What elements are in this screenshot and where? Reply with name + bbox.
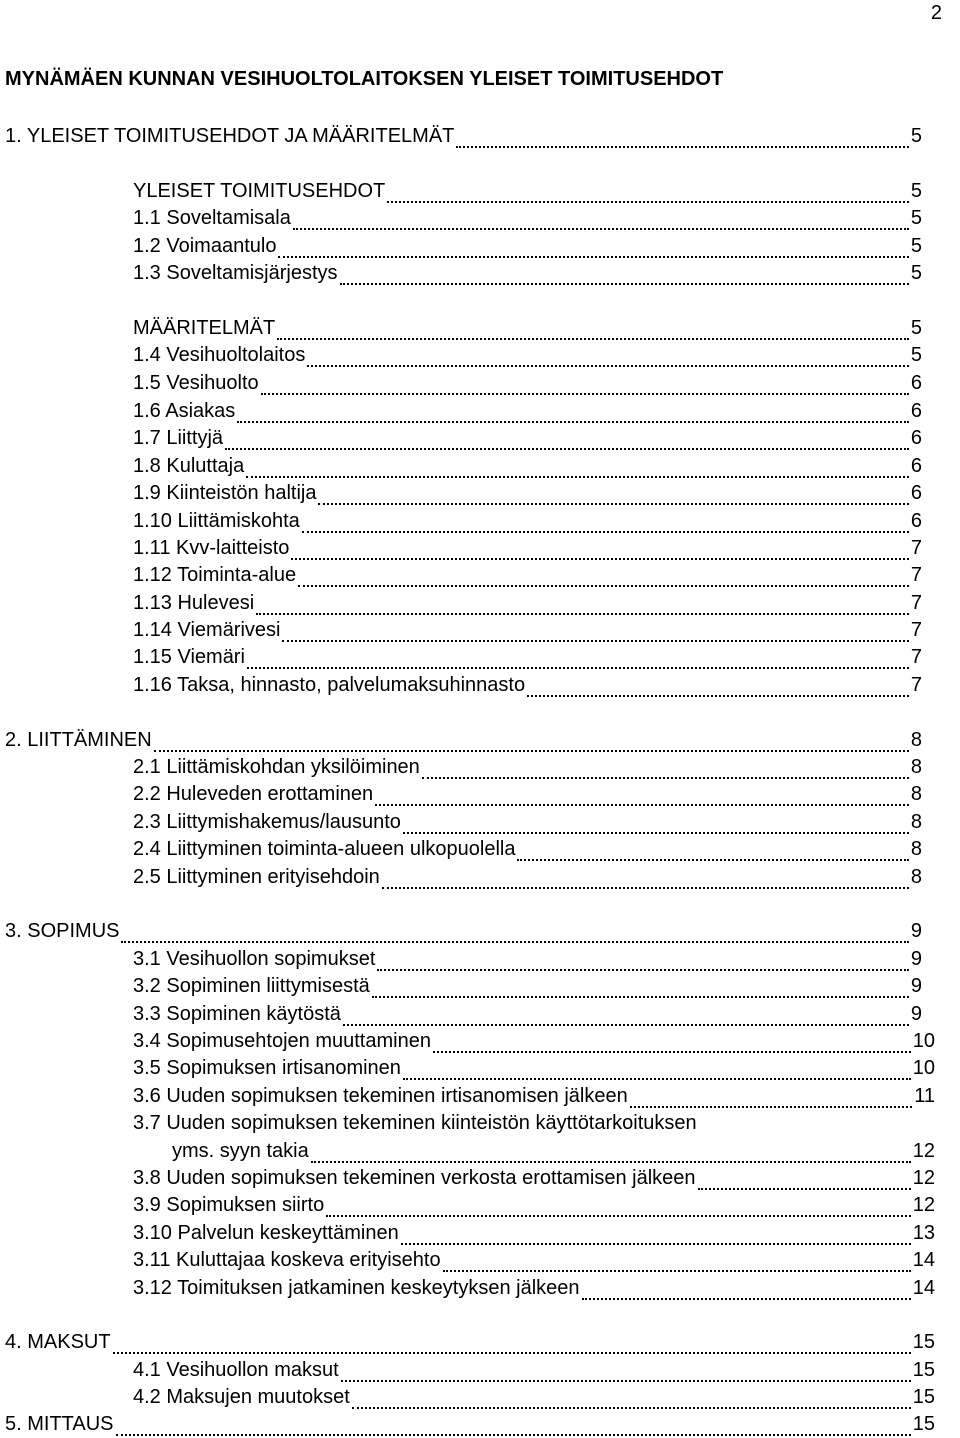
toc-entry	[133, 314, 922, 342]
toc-page-number: 8	[910, 811, 922, 833]
toc-entry-title: 3.8 Uuden sopimuksen tekeminen verkosta erottamisen jälkeen	[133, 1167, 696, 1189]
toc-entry	[133, 479, 922, 507]
toc-page-number: 9	[910, 975, 922, 997]
toc-entry-title: 3.7 Uuden sopimuksen tekeminen kiinteistön käyttötarkoituksen	[133, 1112, 697, 1134]
dot-leader	[630, 1106, 913, 1108]
toc-page-number: 15	[912, 1359, 935, 1381]
toc-entry	[133, 1027, 935, 1055]
toc-entry-title: 1.5 Vesihuolto	[133, 372, 259, 394]
toc-entry-title: 2.3 Liittymishakemus/lausunto	[133, 811, 401, 833]
toc-page-number: 5	[910, 317, 922, 339]
toc-page-number: 7	[910, 564, 922, 586]
dot-leader	[256, 613, 909, 615]
toc-entry	[133, 177, 922, 205]
dot-leader	[352, 1407, 911, 1409]
toc-page-number: 6	[910, 455, 922, 477]
toc-page-number: 6	[910, 510, 922, 532]
toc-entry	[133, 424, 922, 452]
toc-page-number: 15	[912, 1413, 935, 1435]
dot-leader	[527, 695, 909, 697]
toc-entry	[133, 1109, 697, 1137]
toc-entry	[133, 341, 922, 369]
toc-entry-title: 4.2 Maksujen muutokset	[133, 1386, 350, 1408]
dot-leader	[154, 750, 909, 752]
toc-entry-title: 2.1 Liittämiskohdan yksilöiminen	[133, 756, 420, 778]
toc-entry-title: 3.11 Kuluttajaa koskeva erityisehto	[133, 1249, 441, 1271]
toc-entry-title: 1.14 Viemärivesi	[133, 619, 281, 641]
dot-leader	[326, 1215, 911, 1217]
toc-entry-title: 1.10 Liittämiskohta	[133, 510, 300, 532]
toc-page-number: 8	[910, 866, 922, 888]
toc-entry-title: 3.9 Sopimuksen siirto	[133, 1194, 325, 1216]
dot-leader	[282, 640, 908, 642]
toc-entry	[133, 507, 922, 535]
toc-entry-title: YLEISET TOIMITUSEHDOT	[133, 180, 386, 202]
dot-leader	[113, 1352, 911, 1354]
toc-page-number: 7	[910, 646, 922, 668]
toc-page-number: 6	[910, 400, 922, 422]
dot-leader	[382, 887, 909, 889]
toc-entry	[133, 452, 922, 480]
toc-entry-title: 3.6 Uuden sopimuksen tekeminen irtisanomisen jälkeen	[133, 1085, 628, 1107]
dot-leader	[246, 476, 909, 478]
toc-entry	[133, 835, 922, 863]
dot-leader	[247, 667, 909, 669]
dot-leader	[291, 558, 909, 560]
toc-entry	[133, 232, 922, 260]
toc-entry-title: MÄÄRITELMÄT	[133, 317, 276, 339]
toc-entry	[133, 808, 922, 836]
toc-entry	[133, 589, 922, 617]
toc-entry-title: 3.10 Palvelun keskeyttäminen	[133, 1222, 399, 1244]
toc-entry	[133, 1082, 935, 1110]
toc-entry-title: 1.4 Vesihuoltolaitos	[133, 344, 306, 366]
dot-leader	[401, 1243, 911, 1245]
toc-entry	[172, 1137, 935, 1165]
toc-entry-title: 1.2 Voimaantulo	[133, 235, 277, 257]
toc-entry	[133, 259, 922, 287]
toc-entry-title: 3.3 Sopiminen käytöstä	[133, 1003, 341, 1025]
dot-leader	[293, 228, 909, 230]
dot-leader	[341, 1380, 911, 1382]
toc-page-number: 9	[910, 948, 922, 970]
toc-page-number: 8	[910, 756, 922, 778]
toc-page-number: 9	[910, 1003, 922, 1025]
dot-leader	[237, 421, 909, 423]
toc-entry	[133, 671, 922, 699]
page-number: 2	[930, 2, 942, 24]
toc-entry	[133, 1219, 935, 1247]
toc-entry-title: 1.8 Kuluttaja	[133, 455, 245, 477]
toc-entry-title: 1.13 Hulevesi	[133, 592, 255, 614]
toc-page-number: 8	[910, 783, 922, 805]
toc-page-number: 5	[910, 235, 922, 257]
toc-entry-title: 3.12 Toimituksen jatkaminen keskeytyksen jälkeen	[133, 1277, 580, 1299]
dot-leader	[311, 1161, 911, 1163]
dot-leader	[403, 1078, 911, 1080]
toc-page-number: 5	[910, 344, 922, 366]
toc-page-number: 10	[912, 1030, 935, 1052]
dot-leader	[302, 531, 909, 533]
toc-page-number: 6	[910, 372, 922, 394]
toc-entry-title: 2.5 Liittyminen erityisehdoin	[133, 866, 380, 888]
toc-page-number: 10	[912, 1057, 935, 1079]
toc-entry	[5, 726, 922, 754]
toc-entry	[133, 369, 922, 397]
toc-entry	[133, 972, 922, 1000]
toc-entry	[133, 1000, 922, 1028]
dot-leader	[517, 859, 908, 861]
toc-entry-title: 1.3 Soveltamisjärjestys	[133, 262, 338, 284]
dot-leader	[582, 1298, 911, 1300]
toc-page-number: 9	[910, 920, 922, 942]
dot-leader	[375, 804, 909, 806]
toc-entry	[133, 1356, 935, 1384]
dot-leader	[698, 1188, 911, 1190]
toc-page-number: 15	[912, 1386, 935, 1408]
toc-entry-title: 1.1 Soveltamisala	[133, 207, 291, 229]
toc-entry	[133, 397, 922, 425]
toc-page-number: 5	[910, 207, 922, 229]
toc-entry	[133, 1246, 935, 1274]
toc-entry-title: yms. syyn takia	[172, 1140, 309, 1162]
toc-entry	[133, 616, 922, 644]
toc-entry	[133, 204, 922, 232]
toc-entry-title: 2.4 Liittyminen toiminta-alueen ulkopuolella	[133, 838, 516, 860]
dot-leader	[277, 338, 909, 340]
toc-page-number: 14	[912, 1249, 935, 1271]
document-title: MYNÄMÄEN KUNNAN VESIHUOLTOLAITOKSEN YLEISET TOIMITUSEHDOT	[5, 68, 724, 90]
toc-page-number: 12	[912, 1140, 935, 1162]
toc-entry-title: 4. MAKSUT	[5, 1331, 111, 1353]
toc-entry-title: 2. LIITTÄMINEN	[5, 729, 152, 751]
dot-leader	[278, 256, 908, 258]
toc-page-number: 11	[914, 1085, 935, 1107]
toc-entry-title: 3.1 Vesihuollon sopimukset	[133, 948, 376, 970]
dot-leader	[403, 832, 909, 834]
dot-leader	[422, 777, 909, 779]
dot-leader	[443, 1270, 911, 1272]
dot-leader	[121, 941, 908, 943]
toc-entry	[133, 780, 922, 808]
toc-entry-title: 1.7 Liittyjä	[133, 427, 224, 449]
toc-entry-title: 1.9 Kiinteistön haltija	[133, 482, 317, 504]
toc-page-number: 12	[912, 1167, 935, 1189]
dot-leader	[387, 201, 909, 203]
toc-entry-title: 3.5 Sopimuksen irtisanominen	[133, 1057, 401, 1079]
toc-page-number: 15	[912, 1331, 935, 1353]
toc-entry	[133, 863, 922, 891]
dot-leader	[318, 503, 908, 505]
toc-entry-title: 3.2 Sopiminen liittymisestä	[133, 975, 370, 997]
toc-entry	[133, 1054, 935, 1082]
dot-leader	[343, 1024, 909, 1026]
dot-leader	[433, 1051, 911, 1053]
toc-page-number: 7	[910, 674, 922, 696]
toc-entry-title: 1. YLEISET TOIMITUSEHDOT JA MÄÄRITELMÄT	[5, 125, 455, 147]
toc-entry-title: 1.11 Kvv-laitteisto	[133, 537, 290, 559]
dot-leader	[307, 365, 909, 367]
toc-entry	[133, 534, 922, 562]
toc-entry	[5, 122, 922, 150]
toc-page-number: 8	[910, 729, 922, 751]
toc-entry	[133, 643, 922, 671]
toc-page-number: 8	[910, 838, 922, 860]
toc-entry-title: 1.16 Taksa, hinnasto, palvelumaksuhinnasto	[133, 674, 526, 696]
toc-entry	[5, 1328, 935, 1356]
toc-entry	[5, 917, 922, 945]
toc-entry	[133, 1274, 935, 1302]
toc-entry	[133, 1191, 935, 1219]
toc-entry	[133, 945, 922, 973]
dot-leader	[372, 996, 909, 998]
dot-leader	[261, 393, 909, 395]
toc-page-number: 13	[912, 1222, 935, 1244]
toc-entry-title: 2.2 Huleveden erottaminen	[133, 783, 374, 805]
toc-entry	[133, 1164, 935, 1192]
dot-leader	[298, 585, 909, 587]
toc-page-number: 5	[910, 125, 922, 147]
toc-entry-title: 1.6 Asiakas	[133, 400, 236, 422]
toc-page-number: 7	[910, 537, 922, 559]
toc-entry-title: 4.1 Vesihuollon maksut	[133, 1359, 339, 1381]
toc-entry	[133, 753, 922, 781]
toc-entry-title: 5. MITTAUS	[5, 1413, 114, 1435]
toc-page-number: 6	[910, 427, 922, 449]
toc-page-number: 12	[912, 1194, 935, 1216]
toc-page-number: 7	[910, 619, 922, 641]
toc-entry	[5, 1410, 935, 1438]
dot-leader	[456, 146, 909, 148]
toc-entry-title: 3. SOPIMUS	[5, 920, 120, 942]
toc-entry-title: 1.12 Toiminta-alue	[133, 564, 297, 586]
toc-page-number: 5	[910, 262, 922, 284]
toc-entry-title: 1.15 Viemäri	[133, 646, 245, 668]
dot-leader	[340, 283, 909, 285]
toc-entry-title: 3.4 Sopimusehtojen muuttaminen	[133, 1030, 431, 1052]
toc-page-number: 5	[910, 180, 922, 202]
toc-page-number: 7	[910, 592, 922, 614]
toc-entry	[133, 1383, 935, 1411]
dot-leader	[377, 969, 909, 971]
toc-page-number: 14	[912, 1277, 935, 1299]
toc-entry	[133, 561, 922, 589]
toc-page-number: 6	[910, 482, 922, 504]
dot-leader	[225, 448, 909, 450]
